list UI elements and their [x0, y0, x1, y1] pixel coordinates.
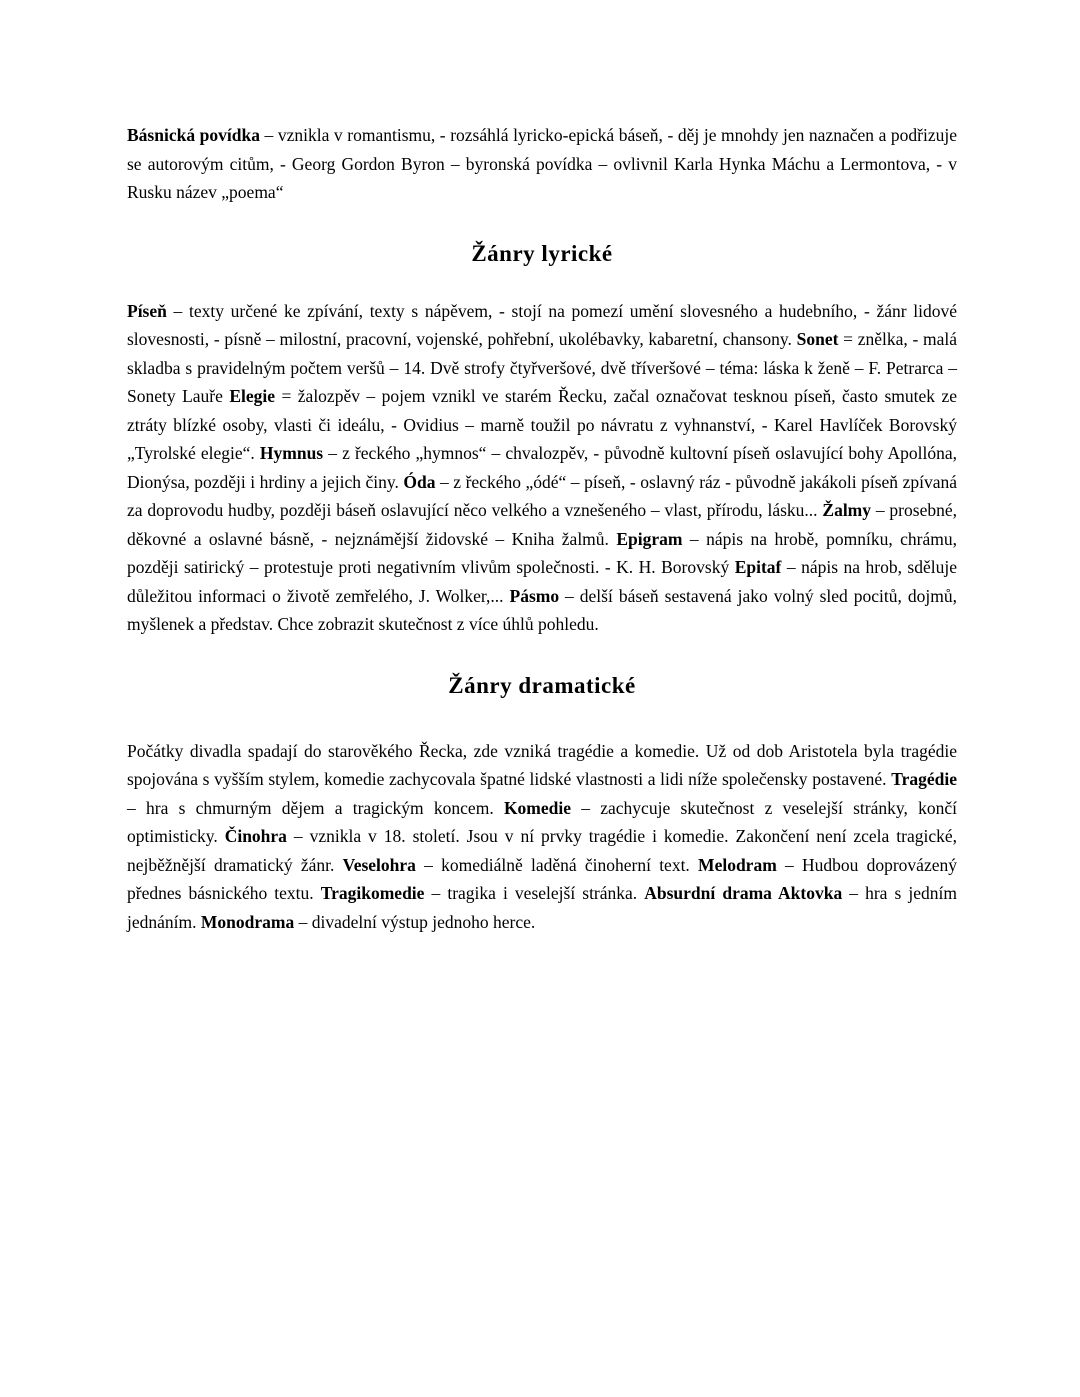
text-run: – vznikla v romantismu, - rozsáhlá lyricko-epická báseň, - děj je mnohdy jen naznačen a podřizuje se autorovým citům, - Georg Gordon Byron – byronská povídka – ovlivnil Karla Hynka Máchu a Lermontova, - v Rusku název „poema“ [127, 125, 958, 203]
text-run: – komediálně laděná činoherní text. [415, 854, 699, 875]
text-run: – divadelní výstup jednoho herce. [294, 911, 536, 932]
bold-term: Epitaf [734, 557, 782, 578]
text-run: = žalozpěv – pojem vznikl ve starém Řecku, začal označovat tesknou píseň, často smutek ze ztráty blízké osoby, vlasti či ideálu, - Ovidius – marně toužil po návratu z vyhnanství, - Karel Havlíček Borovský „Tyrolské elegie“. [127, 386, 957, 464]
text-run: – zachycuje skutečnost z veselejší stránky, končí optimisticky. [127, 797, 957, 847]
text-run: – hra s jedním jednáním. [127, 883, 957, 932]
text-run: – nápis na hrobě, pomníku, chrámu, později satirický – protestuje proti negativním vlivům společnosti. - K. H. Borovský [127, 528, 957, 578]
bold-term: Žalmy [822, 500, 872, 521]
text-run: – delší báseň sestavená jako volný sled pocitů, dojmů, myšlenek a představ. Chce zobrazit skutečnost z více úhlů pohledu. [127, 585, 957, 635]
bold-term: Komedie [503, 797, 572, 818]
bold-term: Sonet [796, 329, 839, 350]
bold-term: Hymnus [259, 443, 324, 464]
text-run: – vznikla v 18. století. Jsou v ní prvky tragédie i komedie. Zakončení není zcela tragické, nejběžnější dramatický žánr. [127, 826, 957, 875]
text-run: – z řeckého „hymnos“ – chvalozpěv, - původně kultovní píseň oslavující bohy Apollóna, Dionýsa, později i hrdiny a jejich činy. [127, 443, 957, 492]
text-run: – Hudbou doprovázený přednes básnického textu. [127, 854, 957, 904]
bold-term: Óda [403, 471, 436, 492]
intro-paragraph [127, 121, 957, 207]
text-run: – prosebné, děkovné a oslavné básně, - nejznámější židovské – Kniha žalmů. [127, 500, 957, 549]
text-run: – texty určené ke zpívání, texty s nápěvem, - stojí na pomezí umění slovesného a hudebního, - žánr lidové slovesnosti, - písně – milostní, pracovní, vojenské, pohřební, ukolébavky, kabaretní, chansony. [127, 300, 957, 350]
bold-term: Tragikomedie [320, 883, 425, 904]
bold-term: Absurdní drama Aktovka [644, 883, 843, 904]
bold-term: Básnická povídka [127, 125, 260, 145]
text-run: – tragika i veselejší stránka. [424, 883, 645, 904]
bold-term: Epigram [616, 528, 683, 549]
heading-lyric-genres: Žánry lyrické [471, 240, 613, 266]
lyric-genres-paragraph [127, 297, 957, 639]
bold-term: Tragédie [891, 769, 957, 790]
dramatic-genres-paragraph [127, 737, 957, 937]
text-run: = znělka, - malá skladba s pravidelným počtem veršů – 14. Dvě strofy čtyřveršové, dvě tříveršové – téma: láska k ženě – F. Petrarca – Sonety Lauře [127, 329, 957, 407]
bold-term: Činohra [224, 826, 287, 847]
bold-term: Píseň [127, 300, 167, 321]
text-run: – nápis na hrob, sděluje důležitou informaci o životě zemřelého, J. Wolker,... [127, 557, 957, 606]
heading-spacer [127, 729, 957, 737]
bold-term: Pásmo [509, 585, 560, 606]
bold-term: Melodram [698, 854, 777, 875]
text-run: – z řeckého „ódé“ – píseň, - oslavný ráz - původně jakákoli píseň zpívaná za doprovodu hudby, později báseň oslavující něco velkého a vznešeného – vlast, přírodu, lásku... [127, 471, 957, 521]
text-run: Počátky divadla spadají do starověkého Řecka, zde vzniká tragédie a komedie. Už od dob Aristotela byla tragédie spojována s vyšším stylem, komedie zachycovala špatné lidské vlastnosti a lidi níže společensky postavené. [127, 740, 957, 790]
heading-dramatic-genres: Žánry dramatické [448, 672, 636, 698]
bold-term: Monodrama [200, 911, 295, 932]
bold-term: Elegie [229, 386, 276, 407]
bold-term: Veselohra [342, 854, 416, 875]
text-run: – hra s chmurným dějem a tragickým koncem. [127, 797, 504, 818]
